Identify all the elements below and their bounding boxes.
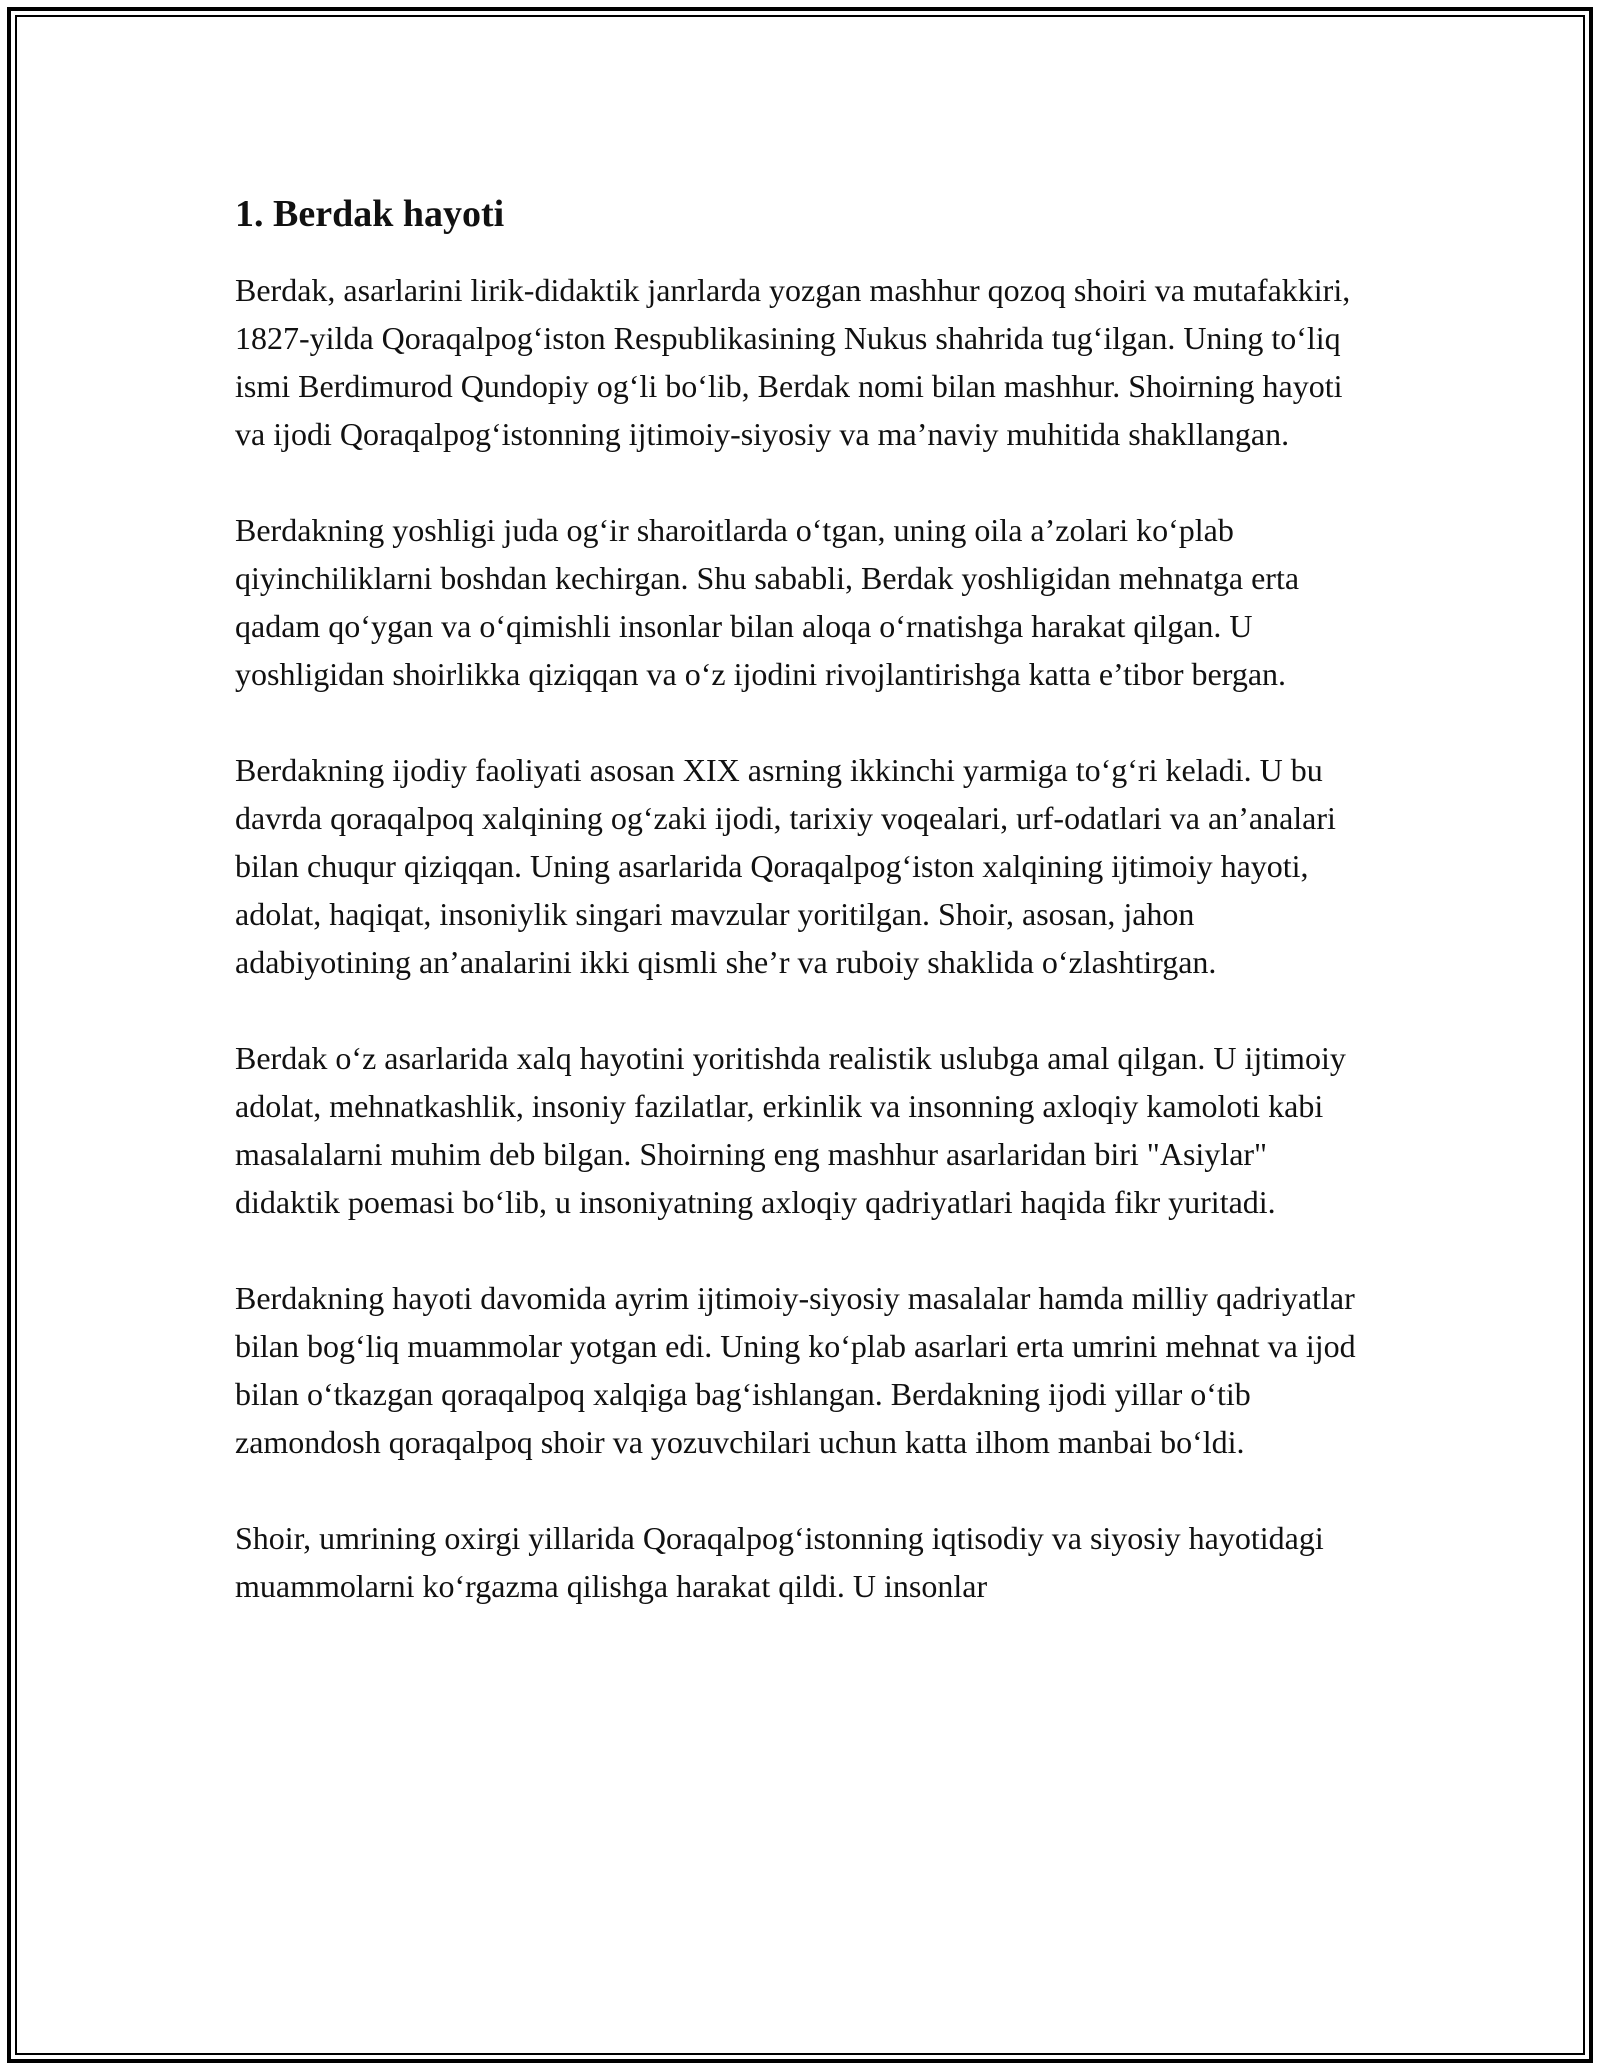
document-body xyxy=(235,190,1375,1658)
paragraph-3: Berdakning ijodiy faoliyati asosan XIX asrning ikkinchi yarmiga to‘g‘ri keladi. U bu davrda qoraqalpoq xalqining og‘zaki ijodi, tarixiy voqealari, urf-odatlari va an’analari bilan chuqur qiziqqan. Uning asarlarida Qoraqalpog‘iston xalqining ijtimoiy hayoti, adolat, haqiqat, insoniylik singari mavzular yoritilgan. Shoir, asosan, jahon adabiyotining an’analarini ikki qismli she’r va ruboiy shaklida o‘zlashtirgan. xyxy=(235,752,1336,980)
paragraph-4: Berdak o‘z asarlarida xalq hayotini yoritishda realistik uslubga amal qilgan. U ijtimoiy adolat, mehnatkashlik, insoniy fazilatlar, erkinlik va insonning axloqiy kamoloti kabi masalalarni muhim deb bilgan. Shoirning eng mashhur asarlaridan biri "Asiylar" didaktik poemasi bo‘lib, u insoniyatning axloqiy qadriyatlari haqida fikr yuritadi. xyxy=(235,1040,1346,1220)
section-heading: 1. Berdak hayoti xyxy=(235,193,505,235)
paragraph-1: Berdak, asarlarini lirik-didaktik janrlarda yozgan mashhur qozoq shoiri va mutafakkiri, 1827-yilda Qoraqalpog‘iston Respublikasining Nukus shahrida tug‘ilgan. Uning to‘liq ismi Berdimurod Qundopiy og‘li bo‘lib, Berdak nomi bilan mashhur. Shoirning hayoti va ijodi Qoraqalpog‘istonning ijtimoiy-siyosiy va ma’naviy muhitida shakllangan. xyxy=(235,272,1351,452)
paragraph-5: Berdakning hayoti davomida ayrim ijtimoiy-siyosiy masalalar hamda milliy qadriyatlar bilan bog‘liq muammolar yotgan edi. Uning ko‘plab asarlari erta umrini mehnat va ijod bilan o‘tkazgan qoraqalpoq xalqiga bag‘ishlangan. Berdakning ijodi yillar o‘tib zamondosh qoraqalpoq shoir va yozuvchilari uchun katta ilhom manbai bo‘ldi. xyxy=(235,1280,1356,1460)
paragraph-6: Shoir, umrining oxirgi yillarida Qoraqalpog‘istonning iqtisodiy va siyosiy hayotidagi muammolarni ko‘rgazma qilishga harakat qildi. U insonlar xyxy=(235,1520,1324,1604)
paragraph-2: Berdakning yoshligi juda og‘ir sharoitlarda o‘tgan, uning oila a’zolari ko‘plab qiyinchiliklarni boshdan kechirgan. Shu sababli, Berdak yoshligidan mehnatga erta qadam qo‘ygan va o‘qimishli insonlar bilan aloqa o‘rnatishga harakat qilgan. U yoshligidan shoirlikka qiziqqan va o‘z ijodini rivojlantirishga katta e’tibor bergan. xyxy=(235,512,1300,692)
